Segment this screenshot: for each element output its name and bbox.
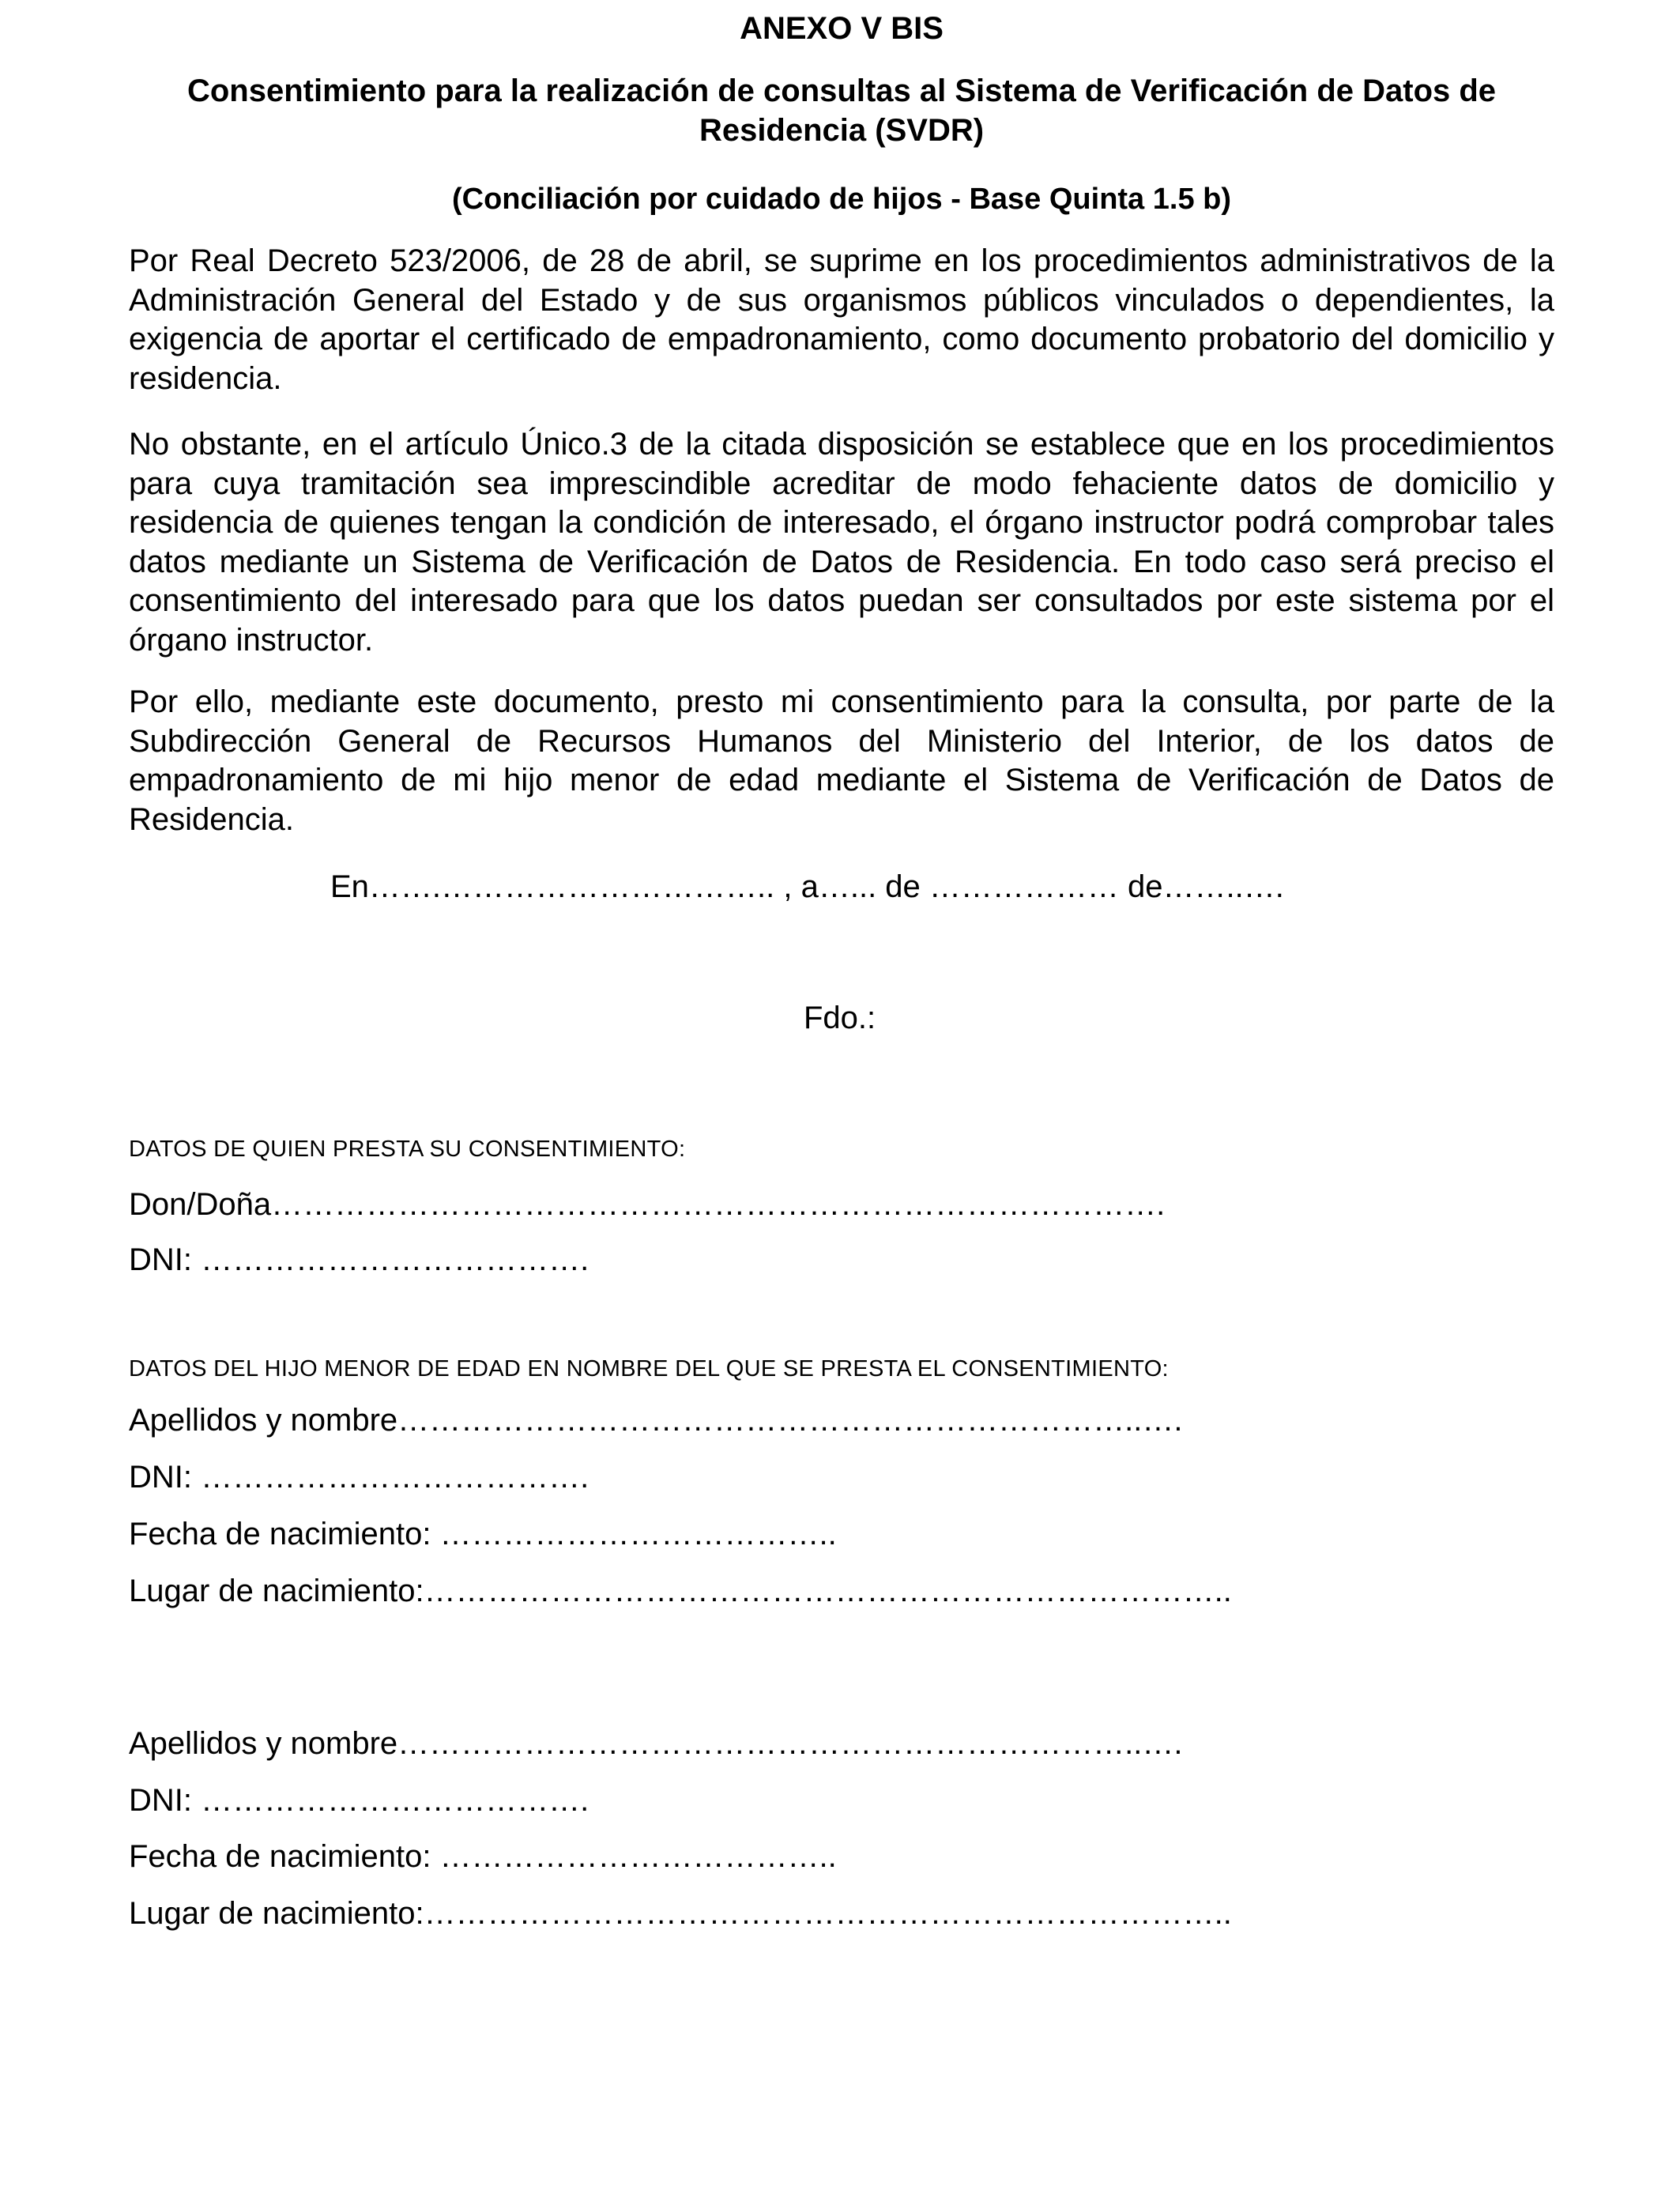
document-subtitle-base: (Conciliación por cuidado de hijos - Base Quinta 1.5 b) [451,183,1231,216]
paragraph-consent: Por ello, mediante este documento, presto mi consentimiento para la consulta, por parte de la Subdirección General de Recursos Humanos del Ministerio del Interior, de los datos de empadronamiento de mi hijo menor de edad mediante el Sistema de Verificación de Datos de Residencia. [129,684,1554,837]
child1-birth-date-field[interactable]: Fecha de nacimiento: ……………………………….. [129,1517,837,1551]
place-date-line[interactable]: En…….………………………….. , a…... de ……………… de……..…. [330,869,1284,904]
child1-birth-place-field[interactable]: Lugar de nacimiento:………………………………………………………………….. [129,1574,1232,1608]
consenter-heading: DATOS DE QUIEN PRESTA SU CONSENTIMIENTO: [129,1137,686,1162]
child-heading: DATOS DEL HIJO MENOR DE EDAD EN NOMBRE DEL QUE SE PRESTA EL CONSENTIMIENTO: [129,1356,1169,1382]
consenter-dni-field[interactable]: DNI: ………………………………. [129,1242,590,1277]
consenter-name-field[interactable]: Don/Doña…………………………………………………………………………. [129,1187,1166,1222]
child2-name-field[interactable]: Apellidos y nombre……………………………………………………………..…. [129,1726,1183,1761]
paragraph-article: No obstante, en el artículo Único.3 de la citada disposición se establece que en los procedimientos para cuya tramitación sea imprescindible acreditar de modo fehaciente datos de domicilio y residencia de quienes tengan la condición de interesado, el órgano instructor podrá comprobar tales datos mediante un Sistema de Verificación de Datos de Residencia. En todo caso será preciso el consentimiento del interesado para que los datos puedan ser consultados por este sistema por el órgano instructor. [129,427,1554,658]
annex-title: ANEXO V BIS [740,11,944,46]
child1-dni-field[interactable]: DNI: ………………………………. [129,1460,590,1495]
child2-birth-date-field[interactable]: Fecha de nacimiento: ……………………………….. [129,1839,837,1874]
child2-dni-field[interactable]: DNI: ………………………………. [129,1783,590,1818]
child1-name-field[interactable]: Apellidos y nombre……………………………………………………………..…. [129,1403,1183,1438]
child2-birth-place-field[interactable]: Lugar de nacimiento:………………………………………………………………….. [129,1896,1232,1931]
signature-label: Fdo.: [804,1001,876,1035]
paragraph-decree: Por Real Decreto 523/2006, de 28 de abril, se suprime en los procedimientos administrativos de la Administración General del Estado y de sus organismos públicos vinculados o dependientes, la exigencia de aportar el certificado de empadronamiento, como documento probatorio del domicilio y residencia. [129,243,1554,396]
document-subtitle: Consentimiento para la realización de consultas al Sistema de Verificación de Datos de Residencia (SVDR) [186,74,1497,148]
